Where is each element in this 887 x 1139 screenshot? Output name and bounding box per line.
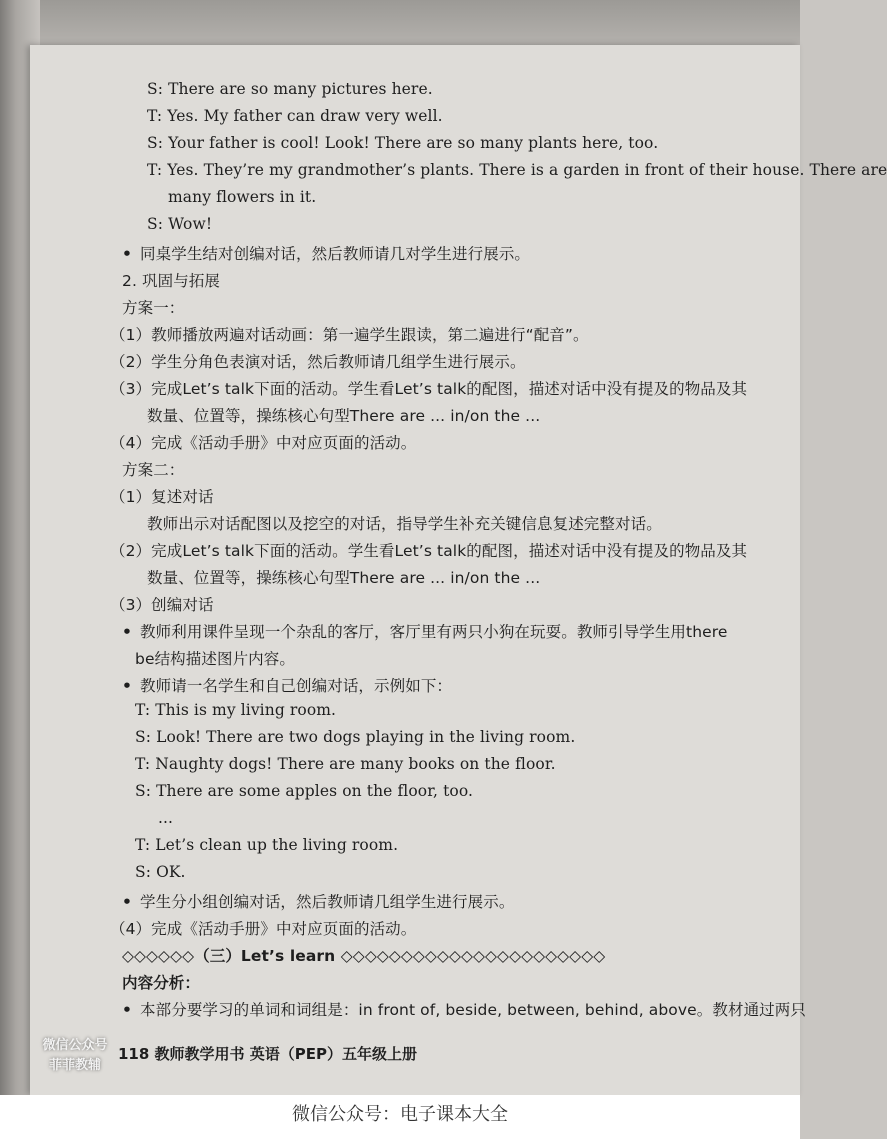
text-line: （3）创编对话: [110, 596, 214, 614]
watermark-line-2: 菲菲教辅: [48, 1058, 101, 1073]
bottom-caption: 微信公众号：电子课本大全: [292, 1104, 508, 1125]
text-line: 方案一：: [122, 299, 185, 317]
text-line: （4）完成《活动手册》中对应页面的活动。: [110, 434, 417, 452]
text-line: S: Your father is cool! Look! There are so many plants here, too.: [147, 134, 659, 152]
text-line: T: Naughty dogs! There are many books on the floor.: [135, 755, 556, 773]
text-line: • 教师利用课件呈现一个杂乱的客厅，客厅里有两只小狗在玩耍。教师引导学生用there: [122, 620, 728, 642]
text-line: be结构描述图片内容。: [135, 650, 295, 668]
text-line: S: There are so many pictures here.: [147, 80, 433, 98]
text-line: • 本部分要学习的单词和词组是：in front of, beside, between, behind, above。教材通过两只: [122, 998, 806, 1020]
text-line: • 学生分小组创编对话，然后教师请几组学生进行展示。: [122, 890, 514, 912]
text-line: S: Look! There are two dogs playing in the living room.: [135, 728, 576, 746]
text-line: • 同桌学生结对创编对话，然后教师请几对学生进行展示。: [122, 242, 530, 264]
text-line: 教师出示对话配图以及挖空的对话，指导学生补充关键信息复述完整对话。: [147, 515, 662, 533]
watermark-logo: [32, 1036, 118, 1080]
text-line: ...: [158, 809, 174, 827]
text-line: （1）教师播放两遍对话动画：第一遍学生跟读，第二遍进行“配音”。: [110, 326, 589, 344]
text-line: T: Yes. They’re my grandmother’s plants. There is a garden in front of their house. There are: [147, 161, 887, 179]
text-line: S: OK.: [135, 863, 186, 881]
text-line: 内容分析：: [122, 974, 201, 992]
text-line: 数量、位置等，操练核心句型There are ... in/on the ...: [147, 407, 541, 425]
text-line: 数量、位置等，操练核心句型There are ... in/on the ...: [147, 569, 541, 587]
text-line: T: Yes. My father can draw very well.: [147, 107, 443, 125]
text-line: ◇◇◇◇◇◇（三）Let’s learn ◇◇◇◇◇◇◇◇◇◇◇◇◇◇◇◇◇◇◇◇◇◇: [122, 947, 606, 965]
text-line: many flowers in it.: [168, 188, 317, 206]
watermark-line-1: 微信公众号: [42, 1038, 108, 1053]
text-line: （3）完成Let’s talk下面的活动。学生看Let’s talk的配图，描述对话中没有提及的物品及其: [110, 380, 748, 398]
text-line: （2）学生分角色表演对话，然后教师请几组学生进行展示。: [110, 353, 526, 371]
text-line: （1）复述对话: [110, 488, 214, 506]
text-line: （4）完成《活动手册》中对应页面的活动。: [110, 920, 417, 938]
text-line: T: Let’s clean up the living room.: [135, 836, 399, 854]
text-line: • 教师请一名学生和自己创编对话，示例如下：: [122, 674, 452, 696]
text-line: （2）完成Let’s talk下面的活动。学生看Let’s talk的配图，描述对话中没有提及的物品及其: [110, 542, 748, 560]
text-line: S: Wow!: [147, 215, 213, 233]
text-line: T: This is my living room.: [135, 701, 337, 719]
page-footer: 118 教师教学用书 英语（PEP）五年级上册: [118, 1045, 417, 1063]
text-line: 2. 巩固与拓展: [122, 272, 221, 290]
text-line: 方案二：: [122, 461, 185, 479]
text-line: S: There are some apples on the floor, too.: [135, 782, 474, 800]
